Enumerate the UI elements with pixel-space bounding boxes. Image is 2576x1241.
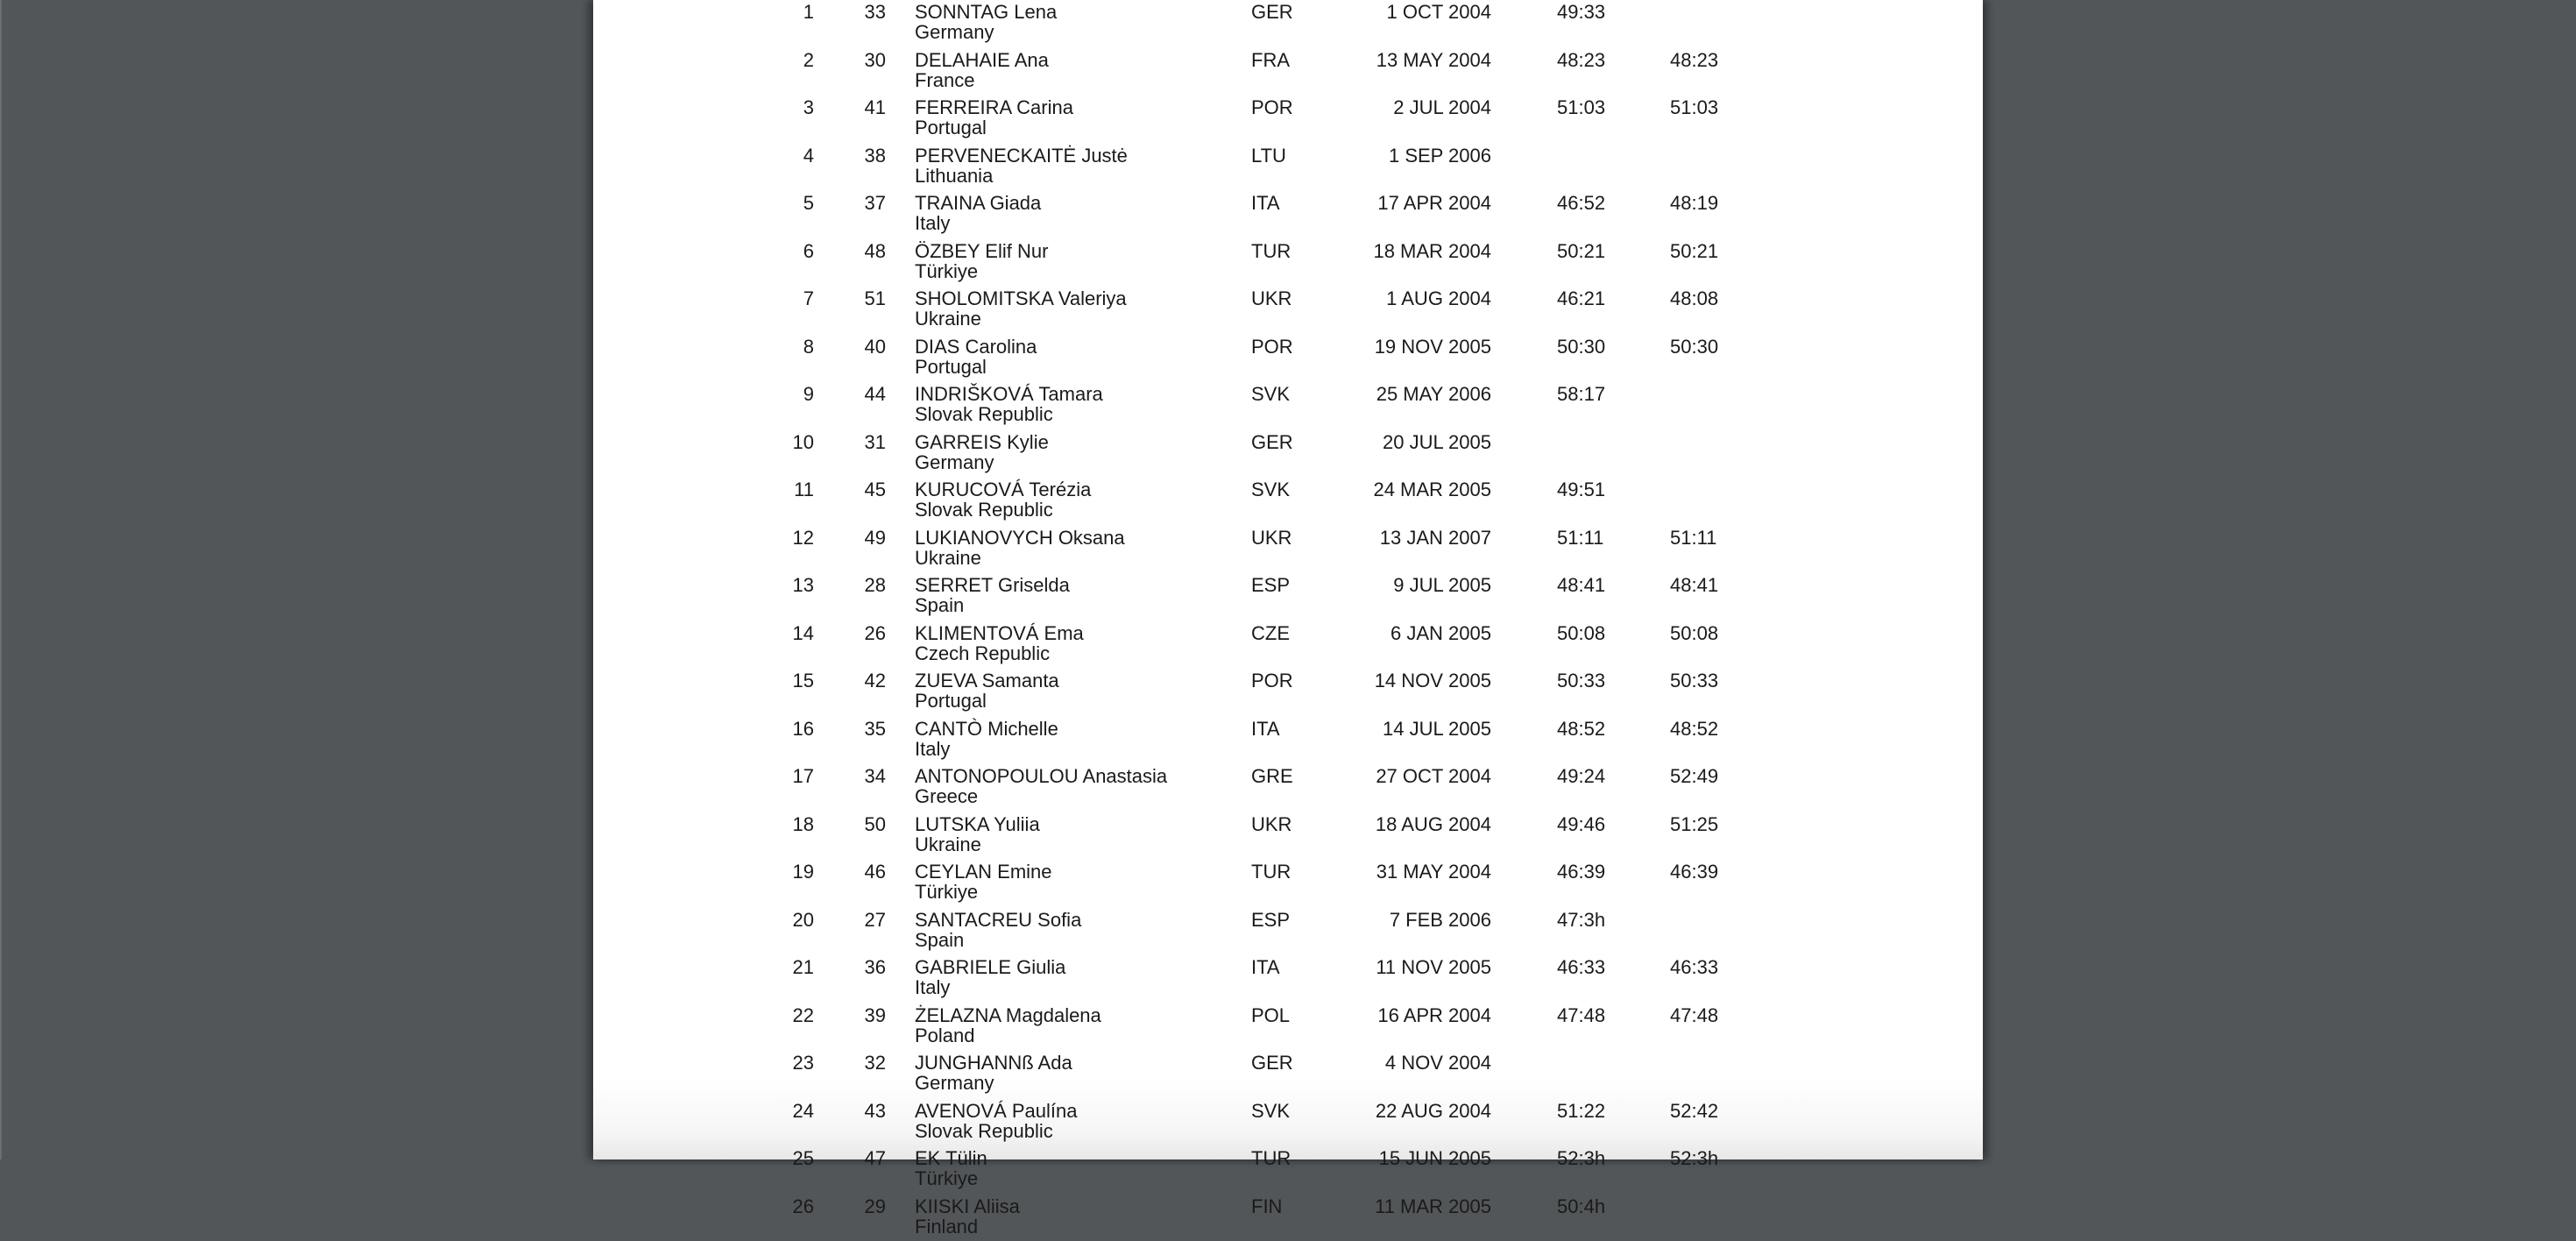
athlete-name: ZUEVA Samanta [915, 670, 1059, 691]
rank: 15 [792, 670, 814, 691]
athlete-country: Ukraine [915, 833, 981, 855]
result-row [593, 241, 1983, 286]
time-1: 52:3h [1557, 1147, 1606, 1169]
date-of-birth: 1 AUG 2004 [1386, 287, 1491, 309]
time-1: 50:08 [1557, 621, 1606, 644]
bib-number: 43 [864, 1099, 886, 1122]
date-of-birth: 6 JAN 2005 [1391, 621, 1491, 644]
nation-code: POR [1251, 96, 1293, 118]
athlete-country: Greece [915, 785, 979, 807]
nation-code: ITA [1251, 956, 1280, 978]
time-1: 46:21 [1557, 287, 1606, 309]
date-of-birth: 15 JUN 2005 [1378, 1147, 1491, 1169]
nation-code: POR [1251, 335, 1293, 358]
athlete [915, 766, 1167, 806]
athlete-name: CANTÒ Michelle [915, 717, 1058, 740]
nation-code: GRE [1251, 765, 1293, 787]
result-row [593, 814, 1983, 859]
athlete [915, 97, 1073, 138]
rank: 8 [803, 335, 814, 358]
date-of-birth: 11 MAR 2005 [1375, 1195, 1491, 1217]
date-of-birth: 13 MAY 2004 [1376, 48, 1491, 71]
athlete-country: Germany [915, 21, 994, 43]
athlete-country: Czech Republic [915, 642, 1051, 664]
rank: 10 [792, 430, 814, 453]
rank: 7 [803, 287, 814, 309]
nation-code: CZE [1251, 621, 1290, 644]
athlete-name: DIAS Carolina [915, 335, 1037, 358]
athlete [915, 241, 1048, 281]
bib-number: 35 [864, 717, 886, 740]
rank: 9 [803, 383, 814, 405]
athlete-country: Slovak Republic [915, 403, 1053, 425]
bib-number: 30 [864, 48, 886, 71]
time-1: 51:22 [1557, 1099, 1606, 1122]
athlete [915, 910, 1081, 950]
time-1: 47:48 [1557, 1003, 1606, 1026]
date-of-birth: 9 JUL 2005 [1393, 574, 1491, 596]
time-1: 46:39 [1557, 861, 1606, 883]
athlete-country: Ukraine [915, 308, 981, 330]
time-1: 49:24 [1557, 765, 1606, 787]
bib-number: 39 [864, 1003, 886, 1026]
time-2: 51:11 [1670, 526, 1717, 549]
rank: 3 [803, 96, 814, 118]
date-of-birth: 1 OCT 2004 [1386, 1, 1491, 23]
date-of-birth: 11 NOV 2005 [1376, 956, 1491, 978]
time-1: 50:21 [1557, 239, 1606, 262]
time-1: 51:11 [1557, 526, 1604, 549]
rank: 11 [794, 479, 814, 500]
athlete [915, 1148, 987, 1188]
result-row [593, 384, 1983, 429]
result-row [593, 1196, 1983, 1241]
rank: 1 [803, 1, 814, 23]
nation-code: FRA [1251, 48, 1290, 71]
result-row [593, 575, 1983, 620]
athlete-name: LUTSKA Yuliia [915, 812, 1040, 835]
nation-code: UKR [1251, 526, 1292, 549]
athlete-country: Spain [915, 594, 965, 616]
athlete-name: ÖZBEY Elif Nur [915, 239, 1049, 262]
bib-number: 44 [864, 383, 886, 405]
athlete [915, 384, 1103, 424]
athlete-name: AVENOVÁ Paulína [915, 1099, 1078, 1122]
time-2: 46:33 [1670, 956, 1719, 978]
rank: 26 [792, 1195, 814, 1217]
date-of-birth: 22 AUG 2004 [1375, 1099, 1491, 1122]
time-2: 48:52 [1670, 717, 1719, 740]
bib-number: 34 [864, 765, 886, 787]
athlete-country: Ukraine [915, 546, 981, 569]
result-row [593, 2, 1983, 46]
time-1: 49:46 [1557, 812, 1606, 835]
bib-number: 46 [864, 861, 886, 883]
time-2: 48:23 [1670, 48, 1719, 71]
athlete-name: FERREIRA Carina [915, 96, 1073, 118]
time-1: 48:41 [1557, 574, 1606, 596]
athlete [915, 1005, 1101, 1046]
athlete-name: JUNGHANNß Ada [915, 1052, 1072, 1074]
athlete-country: Türkiye [915, 259, 979, 282]
nation-code: TUR [1251, 239, 1292, 262]
result-row [593, 719, 1983, 763]
bib-number: 49 [864, 526, 886, 549]
bib-number: 27 [864, 908, 886, 931]
date-of-birth: 18 MAR 2004 [1373, 239, 1491, 262]
result-row [593, 1148, 1983, 1193]
time-2: 52:42 [1670, 1099, 1719, 1122]
athlete [915, 193, 1041, 233]
athlete [915, 145, 1128, 186]
athlete-country: Italy [915, 737, 951, 760]
rank: 4 [803, 144, 814, 167]
rank: 14 [792, 621, 814, 644]
time-2: 48:41 [1670, 574, 1719, 596]
nation-code: ESP [1251, 908, 1291, 931]
nation-code: TUR [1251, 1147, 1292, 1169]
rank: 23 [792, 1052, 814, 1074]
athlete-country: Spain [915, 928, 965, 951]
nation-code: SVK [1251, 383, 1291, 405]
time-1: 47:3h [1557, 908, 1606, 931]
pdf-page [593, 0, 1983, 1237]
date-of-birth: 31 MAY 2004 [1376, 861, 1491, 883]
date-of-birth: 13 JAN 2007 [1379, 526, 1491, 549]
athlete-name: GABRIELE Giulia [915, 956, 1066, 978]
athlete-name: CEYLAN Emine [915, 861, 1052, 883]
result-row [593, 623, 1983, 668]
time-2: 52:3h [1670, 1147, 1719, 1169]
athlete [915, 862, 1052, 902]
athlete-name: KLIMENTOVÁ Ema [915, 621, 1084, 644]
bib-number: 48 [864, 239, 886, 262]
athlete-name: EK Tülin [915, 1147, 987, 1169]
nation-code: TUR [1251, 861, 1292, 883]
athlete [915, 432, 1049, 472]
result-row [593, 1053, 1983, 1097]
rank: 20 [792, 908, 814, 931]
athlete [915, 719, 1058, 759]
time-2: 51:25 [1670, 812, 1719, 835]
time-2: 48:08 [1670, 287, 1719, 309]
nation-code: SVK [1251, 479, 1291, 500]
time-1: 49:33 [1557, 1, 1606, 23]
bib-number: 45 [864, 479, 886, 500]
athlete-name: LUKIANOVYCH Oksana [915, 526, 1125, 549]
time-2: 52:49 [1670, 765, 1719, 787]
athlete [915, 670, 1059, 711]
rank: 5 [803, 192, 814, 214]
time-1: 46:52 [1557, 192, 1606, 214]
athlete [915, 1101, 1077, 1141]
date-of-birth: 7 FEB 2006 [1389, 908, 1491, 931]
nation-code: UKR [1251, 287, 1292, 309]
time-1: 48:23 [1557, 48, 1606, 71]
athlete [915, 814, 1040, 855]
rank: 13 [792, 574, 814, 596]
bib-number: 50 [864, 812, 886, 835]
athlete-country: Slovak Republic [915, 499, 1053, 521]
athlete [915, 1196, 1020, 1237]
rank: 2 [803, 48, 814, 71]
bib-number: 29 [864, 1195, 886, 1217]
bib-number: 36 [864, 956, 886, 978]
athlete-name: SHOLOMITSKA Valeriya [915, 287, 1127, 309]
athlete-country: Türkiye [915, 881, 979, 903]
result-row [593, 1005, 1983, 1050]
athlete-name: ANTONOPOULOU Anastasia [915, 765, 1168, 787]
athlete-name: KIISKI Aliisa [915, 1195, 1020, 1217]
athlete [915, 479, 1091, 520]
athlete-country: Slovak Republic [915, 1119, 1053, 1142]
date-of-birth: 25 MAY 2006 [1376, 383, 1491, 405]
bib-number: 31 [864, 430, 886, 453]
date-of-birth: 14 NOV 2005 [1374, 670, 1491, 691]
athlete-name: SERRET Griselda [915, 574, 1070, 596]
result-row [593, 288, 1983, 333]
athlete [915, 2, 1057, 42]
time-2: 47:48 [1670, 1003, 1719, 1026]
time-2: 50:30 [1670, 335, 1719, 358]
date-of-birth: 24 MAR 2005 [1373, 479, 1491, 500]
athlete [915, 575, 1070, 615]
bib-number: 42 [864, 670, 886, 691]
time-2: 51:03 [1670, 96, 1719, 118]
rank: 6 [803, 239, 814, 262]
result-row [593, 50, 1983, 95]
nation-code: ITA [1251, 192, 1280, 214]
time-1: 58:17 [1557, 383, 1606, 405]
athlete [915, 1053, 1072, 1093]
nation-code: UKR [1251, 812, 1292, 835]
athlete-country: Italy [915, 976, 951, 998]
result-row [593, 910, 1983, 954]
result-row [593, 145, 1983, 190]
date-of-birth: 19 NOV 2005 [1374, 335, 1491, 358]
result-row [593, 432, 1983, 477]
athlete-country: Finland [915, 1215, 979, 1237]
time-1: 50:4h [1557, 1195, 1606, 1217]
viewer-edge [0, 0, 2, 1159]
nation-code: LTU [1251, 144, 1286, 167]
time-1: 51:03 [1557, 96, 1606, 118]
bib-number: 51 [864, 287, 886, 309]
athlete-country: Germany [915, 1072, 994, 1094]
nation-code: POR [1251, 670, 1293, 691]
result-row [593, 337, 1983, 381]
date-of-birth: 14 JUL 2005 [1383, 717, 1491, 740]
date-of-birth: 20 JUL 2005 [1383, 430, 1491, 453]
result-row [593, 670, 1983, 715]
bib-number: 28 [864, 574, 886, 596]
athlete [915, 50, 1049, 90]
athlete [915, 957, 1065, 997]
athlete-name: GARREIS Kylie [915, 430, 1049, 453]
rank: 19 [792, 861, 814, 883]
athlete [915, 623, 1084, 663]
nation-code: POL [1251, 1003, 1291, 1026]
result-row [593, 1101, 1983, 1145]
bib-number: 40 [864, 335, 886, 358]
athlete-country: Italy [915, 212, 951, 234]
athlete [915, 528, 1125, 568]
time-1: 46:33 [1557, 956, 1606, 978]
rank: 16 [792, 717, 814, 740]
nation-code: GER [1251, 1, 1293, 23]
rank: 22 [792, 1003, 814, 1026]
rank: 25 [792, 1147, 814, 1169]
athlete-country: Poland [915, 1024, 975, 1046]
bib-number: 38 [864, 144, 886, 167]
nation-code: ITA [1251, 717, 1280, 740]
date-of-birth: 17 APR 2004 [1377, 192, 1491, 214]
athlete-name: TRAINA Giada [915, 192, 1042, 214]
rank: 12 [792, 526, 814, 549]
bib-number: 32 [864, 1052, 886, 1074]
result-row [593, 862, 1983, 906]
time-1: 50:30 [1557, 335, 1606, 358]
date-of-birth: 1 SEP 2006 [1388, 144, 1491, 167]
rank: 24 [792, 1099, 814, 1122]
athlete-country: Türkiye [915, 1167, 979, 1189]
athlete-country: France [915, 68, 975, 91]
result-row [593, 766, 1983, 811]
bib-number: 37 [864, 192, 886, 214]
result-row [593, 97, 1983, 142]
athlete-name: ŻELAZNA Magdalena [915, 1003, 1101, 1026]
athlete-country: Portugal [915, 117, 987, 138]
athlete-name: SONNTAG Lena [915, 1, 1058, 23]
time-1: 50:33 [1557, 670, 1606, 691]
nation-code: FIN [1251, 1195, 1283, 1217]
nation-code: GER [1251, 430, 1293, 453]
rank: 21 [792, 956, 814, 978]
bib-number: 26 [864, 621, 886, 644]
time-2: 50:08 [1670, 621, 1719, 644]
time-2: 48:19 [1670, 192, 1719, 214]
time-1: 48:52 [1557, 717, 1606, 740]
athlete-name: PERVENECKAITĖ Justė [915, 144, 1128, 167]
nation-code: ESP [1251, 574, 1291, 596]
rank: 18 [792, 812, 814, 835]
time-2: 50:33 [1670, 670, 1719, 691]
athlete-name: KURUCOVÁ Terézia [915, 479, 1092, 500]
time-2: 50:21 [1670, 239, 1719, 262]
athlete-name: INDRIŠKOVÁ Tamara [915, 383, 1103, 405]
athlete-name: DELAHAIE Ana [915, 48, 1049, 71]
date-of-birth: 27 OCT 2004 [1376, 765, 1491, 787]
bib-number: 41 [864, 96, 886, 118]
nation-code: GER [1251, 1052, 1293, 1074]
nation-code: SVK [1251, 1099, 1291, 1122]
result-row [593, 528, 1983, 572]
athlete [915, 288, 1127, 329]
date-of-birth: 2 JUL 2004 [1393, 96, 1491, 118]
bib-number: 33 [864, 1, 886, 23]
athlete-country: Portugal [915, 690, 987, 712]
athlete [915, 337, 1037, 377]
time-2: 46:39 [1670, 861, 1719, 883]
athlete-country: Portugal [915, 355, 987, 378]
result-row [593, 957, 1983, 1002]
result-row [593, 193, 1983, 238]
date-of-birth: 16 APR 2004 [1377, 1003, 1491, 1026]
athlete-name: SANTACREU Sofia [915, 908, 1082, 931]
date-of-birth: 18 AUG 2004 [1375, 812, 1491, 835]
result-row [593, 479, 1983, 524]
time-1: 49:51 [1557, 479, 1606, 500]
date-of-birth: 4 NOV 2004 [1384, 1052, 1491, 1074]
rank: 17 [792, 765, 814, 787]
bib-number: 47 [864, 1147, 886, 1169]
athlete-country: Germany [915, 450, 994, 473]
athlete-country: Lithuania [915, 164, 994, 187]
